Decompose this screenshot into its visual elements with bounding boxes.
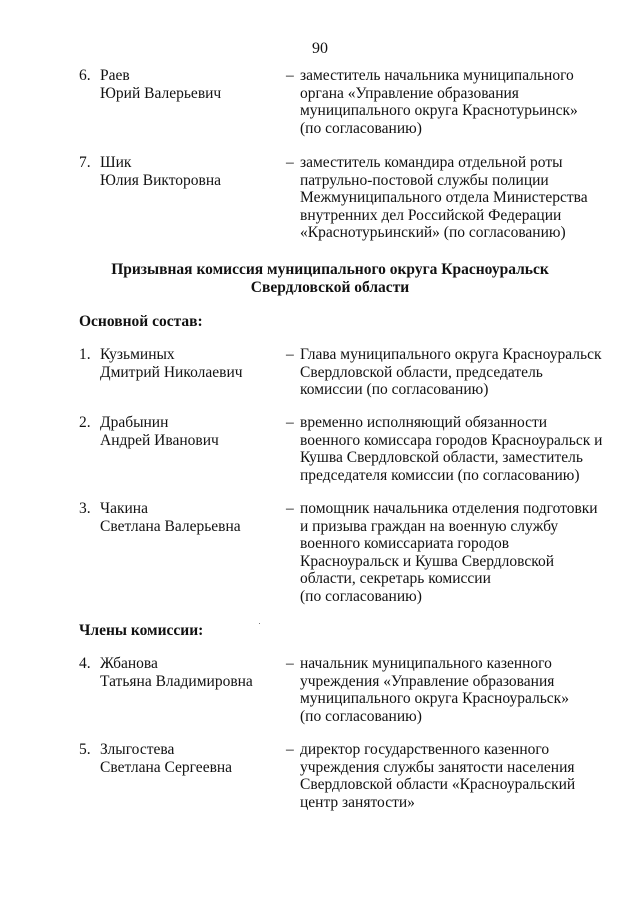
position-description [300, 154, 588, 242]
entry-number: 6. [79, 67, 91, 84]
desc-line: (по согласованию) [300, 119, 422, 137]
dash-separator: – [286, 741, 294, 758]
dash-separator: – [286, 500, 294, 517]
page-number: 90 [312, 40, 328, 57]
dash-separator: – [286, 154, 294, 171]
desc-line: внутренних дел Российской Федерации [300, 206, 562, 224]
section-title-line: Свердловской области [250, 279, 410, 296]
section-title [60, 261, 600, 297]
section-title-line: Призывная комиссия муниципального округа Красноуральск [111, 261, 549, 278]
given-names: Андрей Иванович [100, 431, 219, 449]
desc-line: Красноуральск и Кушва Свердловской [300, 552, 555, 570]
given-names: Татьяна Владимировна [100, 672, 253, 690]
position-description [300, 67, 578, 137]
desc-line: центр занятости» [300, 793, 415, 811]
entry-number: 2. [79, 414, 91, 431]
desc-line: председателя комиссии (по согласованию) [300, 466, 580, 484]
desc-line: учреждения «Управление образования [300, 672, 555, 690]
surname: Злыгостева [100, 741, 175, 758]
desc-line: учреждения службы занятости населения [300, 758, 575, 776]
desc-line: Свердловской области «Красноуральский [300, 776, 576, 794]
desc-line: временно исполняющий обязанности [300, 414, 548, 431]
desc-line: области, секретарь комиссии [300, 570, 491, 588]
desc-line: комиссии (по согласованию) [300, 381, 489, 399]
person-name [100, 655, 280, 690]
desc-line: органа «Управление образования [300, 84, 519, 102]
desc-line: (по согласованию) [300, 707, 422, 725]
desc-line: Глава муниципального округа Красноуральск [300, 346, 602, 363]
person-name [100, 67, 280, 102]
desc-line: Свердловской области, председатель [300, 363, 543, 381]
position-description [300, 500, 598, 606]
person-name [100, 414, 280, 449]
desc-line: Межмуниципального отдела Министерства [300, 189, 588, 207]
desc-line: муниципального округа Краснотурьинск» [300, 102, 578, 120]
desc-line: заместитель командира отдельной роты [300, 154, 563, 171]
members-heading: Члены комиссии: [79, 622, 204, 639]
surname: Чакина [100, 500, 148, 517]
position-description [300, 346, 602, 399]
desc-line: патрульно-постовой службы полиции [300, 171, 549, 189]
desc-line: директор государственного казенного [300, 741, 550, 758]
position-description [300, 741, 575, 811]
entry-number: 7. [79, 154, 91, 171]
surname: Драбынин [100, 414, 169, 431]
desc-line: военного комиссариата городов [300, 535, 510, 553]
surname: Шик [100, 154, 132, 171]
entry-number: 5. [79, 741, 91, 758]
desc-line: муниципального округа Красноуральск» [300, 690, 569, 708]
entry-number: 3. [79, 500, 91, 517]
surname: Раев [100, 67, 130, 84]
scan-speck [259, 623, 260, 624]
given-names: Дмитрий Николаевич [100, 363, 243, 381]
person-name [100, 346, 280, 381]
desc-line: и призыва граждан на военную службу [300, 517, 559, 535]
entry-number: 4. [79, 655, 91, 672]
desc-line: военного комиссара городов Красноуральск и [300, 431, 603, 449]
main-composition-heading: Основной состав: [79, 313, 203, 330]
person-name [100, 741, 280, 776]
surname: Кузьминых [100, 346, 175, 363]
surname: Жбанова [100, 655, 158, 672]
position-description [300, 414, 602, 484]
person-name [100, 154, 280, 189]
desc-line: помощник начальника отделения подготовки [300, 500, 598, 517]
dash-separator: – [286, 346, 294, 363]
position-description [300, 655, 569, 725]
desc-line: Кушва Свердловской области, заместитель [300, 449, 583, 467]
desc-line: «Краснотурьинский» (по согласованию) [300, 224, 566, 242]
desc-line: (по согласованию) [300, 587, 422, 605]
dash-separator: – [286, 414, 294, 431]
entry-number: 1. [79, 346, 91, 363]
given-names: Светлана Сергеевна [100, 758, 233, 776]
person-name [100, 500, 280, 535]
dash-separator: – [286, 67, 294, 84]
given-names: Юрий Валерьевич [100, 84, 222, 102]
given-names: Светлана Валерьевна [100, 517, 241, 535]
desc-line: начальник муниципального казенного [300, 655, 552, 672]
dash-separator: – [286, 655, 294, 672]
given-names: Юлия Викторовна [100, 171, 222, 189]
desc-line: заместитель начальника муниципального [300, 67, 574, 84]
